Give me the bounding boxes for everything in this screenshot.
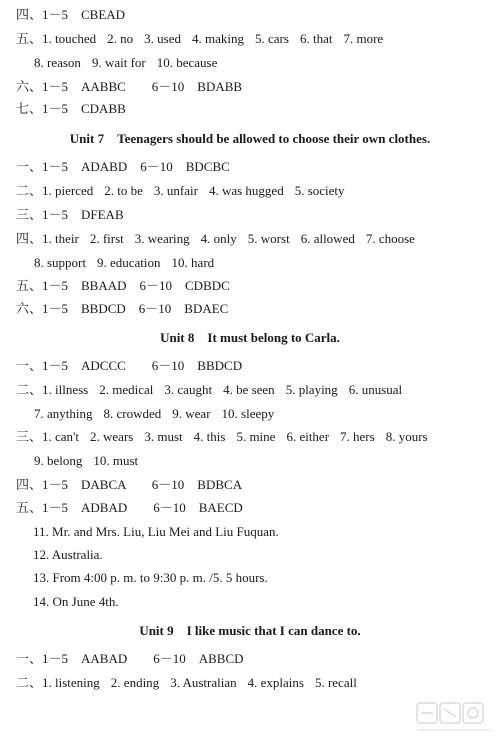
answer-line xyxy=(16,31,490,47)
answer-item: 4. this xyxy=(193,429,226,444)
answer-line: 七、1－5 CDABB xyxy=(16,101,126,116)
answer-line xyxy=(16,183,490,199)
answer-item: 6. that xyxy=(299,31,333,46)
answer-line xyxy=(16,382,490,398)
answer-item: 5. playing xyxy=(285,382,338,397)
answer-line: 13. From 4:00 p. m. to 9:30 p. m. /5. 5 hours. xyxy=(33,570,268,585)
answer-item: 2. medical xyxy=(99,382,154,397)
section-number: 二、 xyxy=(16,675,43,690)
answer-line: 六、1－5 AABBC 6－10 BDABB xyxy=(16,79,243,94)
answer-item: 10. because xyxy=(156,55,218,70)
answer-item: 3. wearing xyxy=(134,231,190,246)
answer-item: 8. yours xyxy=(385,429,428,444)
answer-line xyxy=(16,675,490,691)
answer-line xyxy=(34,55,490,71)
answer-line: 一、1－5 ADABD 6－10 BDCBC xyxy=(16,159,230,174)
answer-item: 7. hers xyxy=(340,429,375,444)
answer-item: 8. reason xyxy=(34,55,81,70)
answer-item: 5. mine xyxy=(236,429,276,444)
answer-line: 14. On June 4th. xyxy=(33,594,119,609)
answer-line: 一、1－5 ADCCC 6－10 BBDCD xyxy=(16,358,243,373)
answer-item: 4. making xyxy=(192,31,245,46)
answer-item: 2. ending xyxy=(110,675,160,690)
answer-item: 8. crowded xyxy=(103,406,162,421)
answer-item: 3. caught xyxy=(164,382,213,397)
answer-item: 10. must xyxy=(93,453,139,468)
answer-item: 2. wears xyxy=(90,429,134,444)
section-number: 二、 xyxy=(16,183,43,198)
answer-line: 四、1－5 DABCA 6－10 BDBCA xyxy=(16,477,243,492)
section-number: 二、 xyxy=(16,382,43,397)
answer-line: 五、1－5 BBAAD 6－10 CDBDC xyxy=(16,278,230,293)
answer-item: 6. unusual xyxy=(348,382,403,397)
answer-item: 7. choose xyxy=(365,231,415,246)
answer-item: 2. no xyxy=(107,31,134,46)
answer-item: 5. cars xyxy=(255,31,289,46)
answer-item: 3. unfair xyxy=(153,183,198,198)
answer-item: 1. can't xyxy=(42,429,80,444)
answer-item: 4. explains xyxy=(247,675,304,690)
answer-item: 7. anything xyxy=(34,406,93,421)
answer-line: 三、1－5 DFEAB xyxy=(16,207,124,222)
answer-line: 五、1－5 ADBAD 6－10 BAECD xyxy=(16,500,243,515)
answer-line: 11. Mr. and Mrs. Liu, Liu Mei and Liu Fuquan. xyxy=(33,524,279,539)
answer-item: 5. society xyxy=(294,183,345,198)
answer-item: 3. must xyxy=(144,429,183,444)
answer-item: 2. to be xyxy=(104,183,143,198)
unit-heading: Unit 8 It must belong to Carla. xyxy=(160,330,340,345)
answer-item: 3. Australian xyxy=(170,675,237,690)
answer-line xyxy=(16,231,490,247)
answer-line: 12. Australia. xyxy=(33,547,103,562)
answer-line: 一、1－5 AABAD 6－10 ABBCD xyxy=(16,651,244,666)
answer-item: 4. was hugged xyxy=(208,183,284,198)
answer-line xyxy=(34,255,490,271)
answer-item: 4. only xyxy=(200,231,237,246)
section-number: 四、 xyxy=(16,231,43,246)
answer-item: 6. allowed xyxy=(300,231,355,246)
watermark-logo-icon xyxy=(416,700,494,734)
answer-item: 5. worst xyxy=(247,231,290,246)
answer-item: 5. recall xyxy=(314,675,357,690)
answer-item: 9. education xyxy=(97,255,161,270)
answer-line: 六、1－5 BBDCD 6－10 BDAEC xyxy=(16,301,229,316)
answer-item: 9. wait for xyxy=(91,55,146,70)
answer-item: 10. sleepy xyxy=(221,406,275,421)
answer-line xyxy=(16,429,490,445)
answer-line xyxy=(34,406,490,422)
answer-item: 1. pierced xyxy=(42,183,94,198)
answer-item: 2. first xyxy=(89,231,124,246)
answer-item: 1. touched xyxy=(42,31,97,46)
answer-item: 9. belong xyxy=(34,453,83,468)
section-number: 五、 xyxy=(16,31,43,46)
answer-item: 1. their xyxy=(42,231,79,246)
answer-line xyxy=(34,453,490,469)
answer-item: 10. hard xyxy=(171,255,215,270)
unit-heading: Unit 9 I like music that I can dance to. xyxy=(139,623,361,638)
answer-item: 6. either xyxy=(286,429,330,444)
answer-item: 4. be seen xyxy=(223,382,275,397)
answer-item: 3. used xyxy=(144,31,182,46)
answer-item: 1. listening xyxy=(42,675,100,690)
answer-item: 1. illness xyxy=(42,382,89,397)
answer-item: 8. support xyxy=(34,255,86,270)
section-number: 三、 xyxy=(16,429,43,444)
answer-item: 9. wear xyxy=(172,406,211,421)
unit-heading: Unit 7 Teenagers should be allowed to choose their own clothes. xyxy=(69,131,431,146)
answer-line: 四、1－5 CBEAD xyxy=(16,7,126,22)
answer-item: 7. more xyxy=(343,31,384,46)
